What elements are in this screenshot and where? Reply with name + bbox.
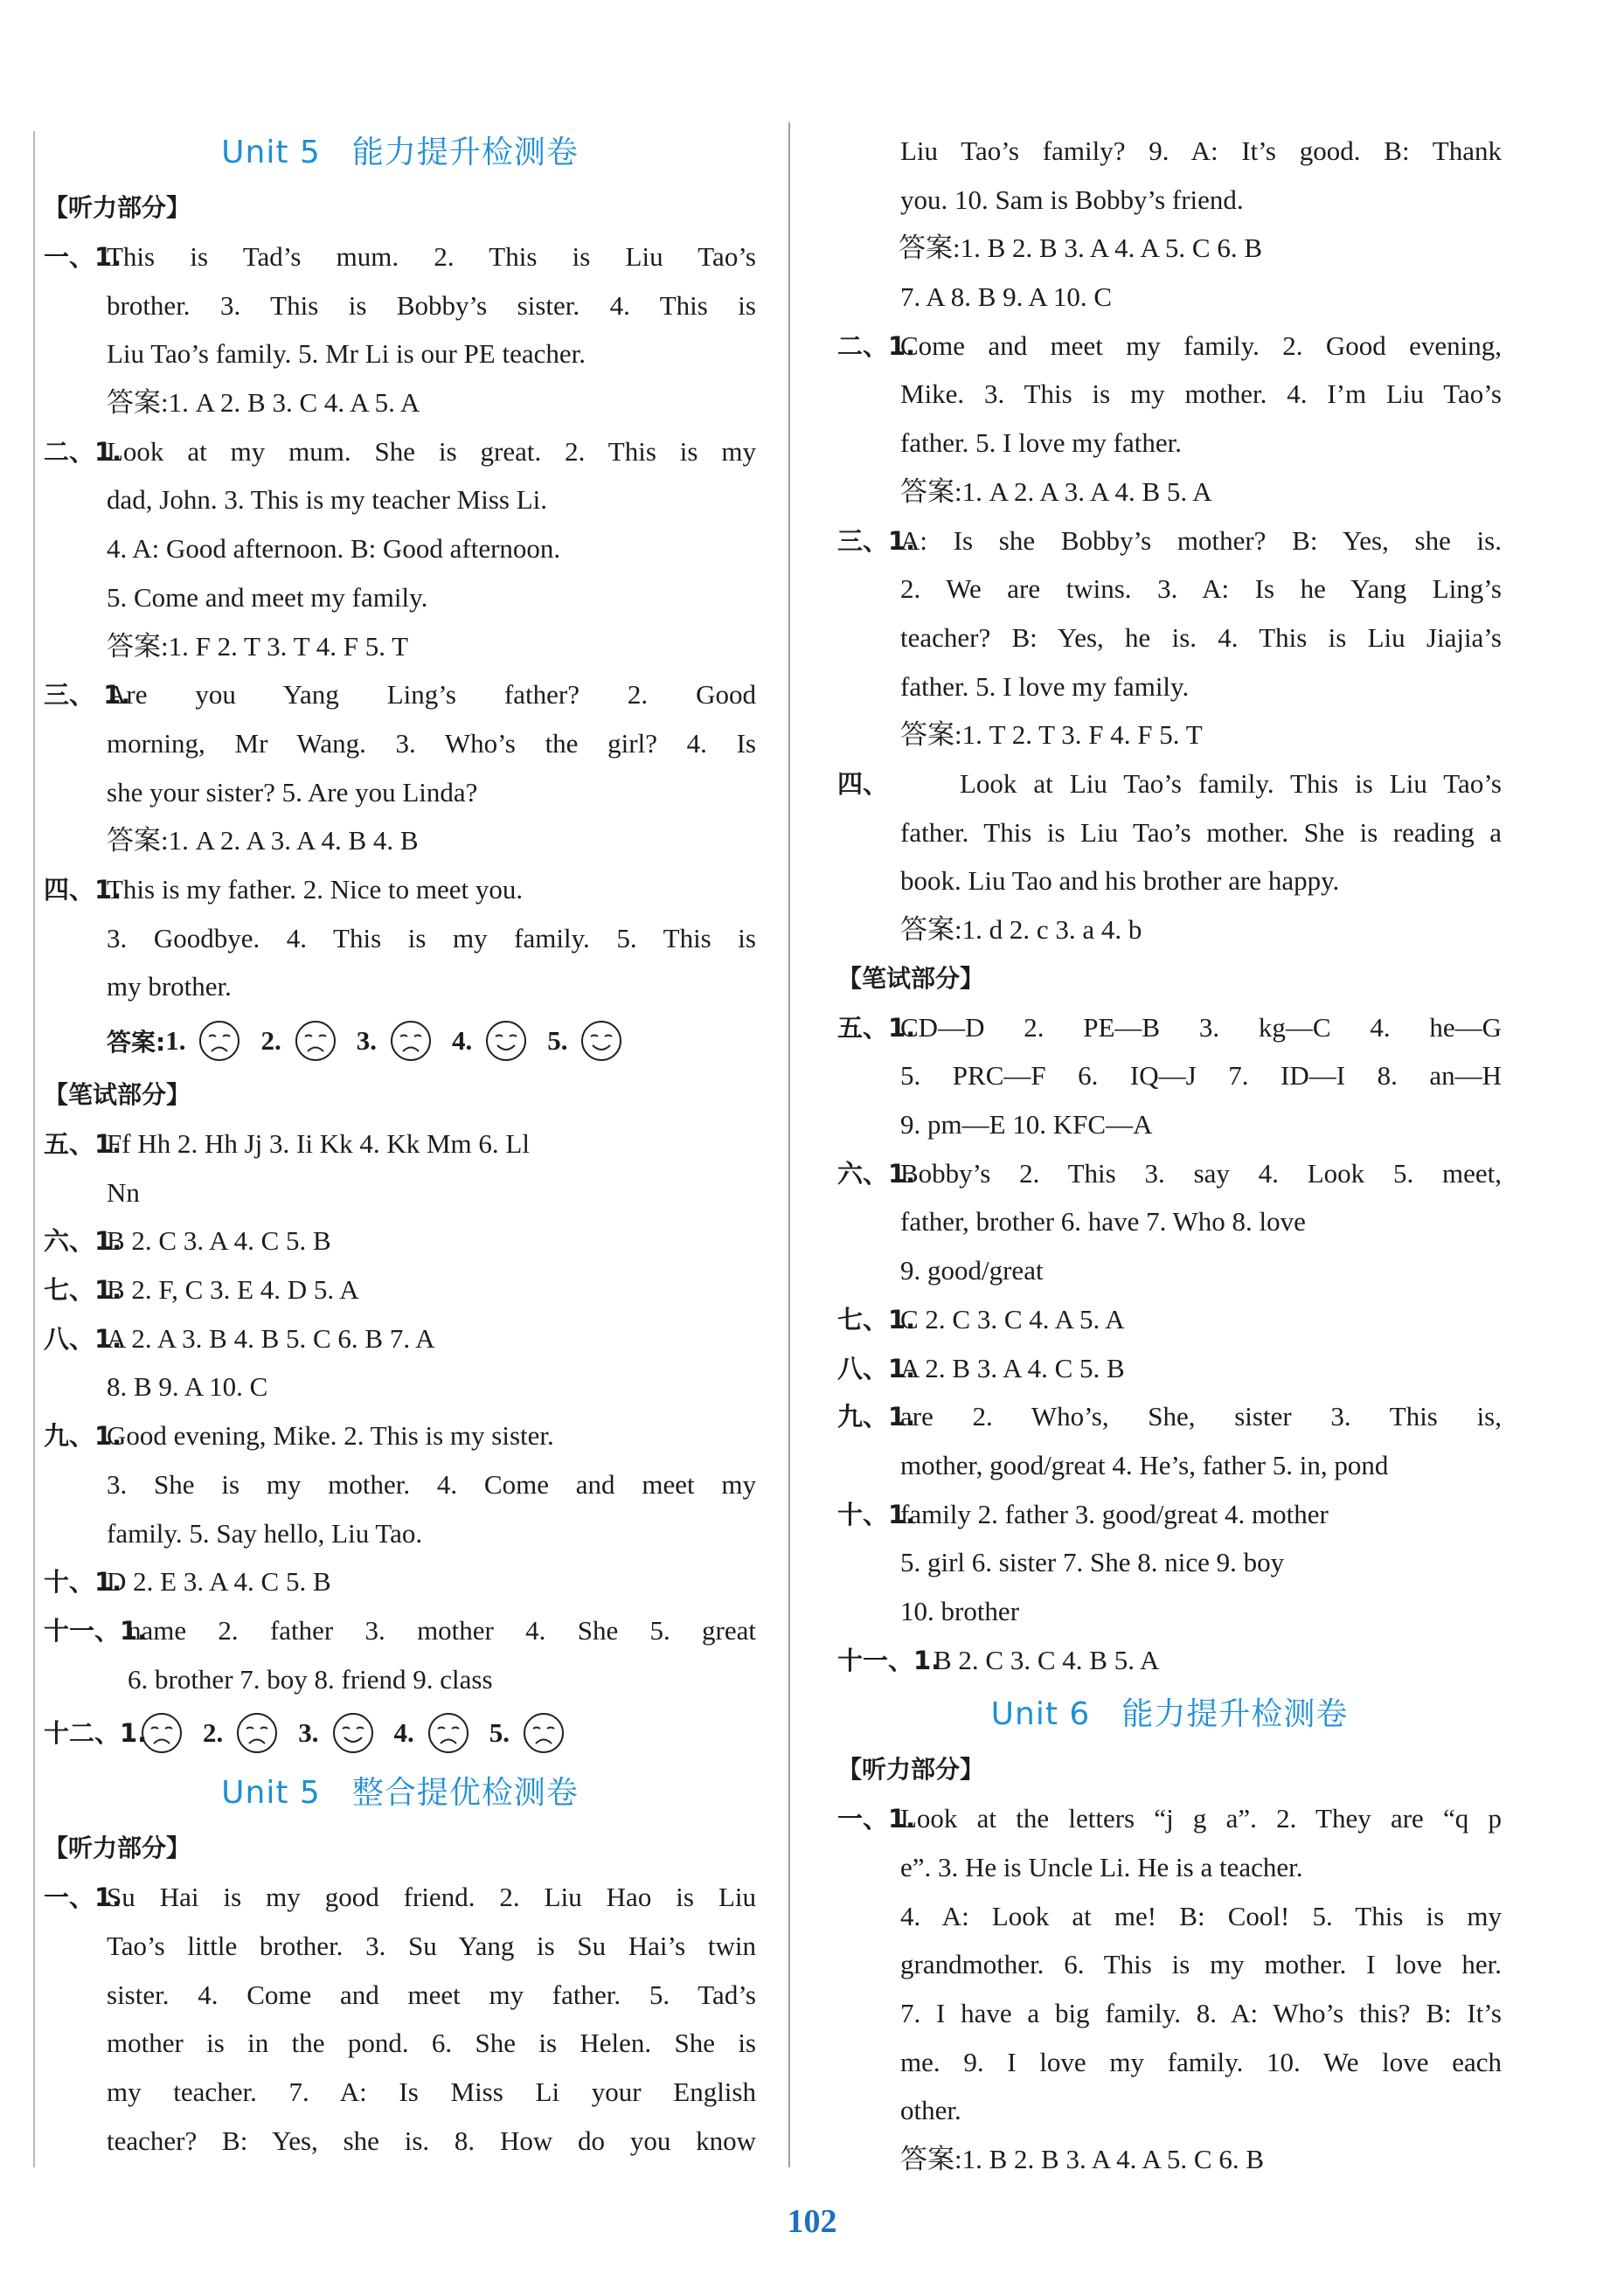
happy-face-icon bbox=[331, 1711, 375, 1755]
question-block bbox=[837, 1794, 1502, 2184]
text-line: Are you Yang Ling’s father? 2. Good bbox=[107, 679, 756, 711]
text-line: Su Hai is my good friend. 2. Liu Hao is Liu bbox=[107, 1882, 756, 1913]
question-block bbox=[44, 1314, 756, 1411]
text-line: father. 5. I love my family. bbox=[900, 670, 1190, 702]
text-line: Nn bbox=[107, 1176, 140, 1208]
question-block bbox=[44, 1120, 756, 1217]
text-line: A 2. A 3. B 4. B 5. C 6. B 7. A bbox=[107, 1322, 435, 1354]
question-number: 五、1. bbox=[44, 1129, 122, 1159]
question-number: 一、1. bbox=[837, 1804, 916, 1834]
text-line: D 2. E 3. A 4. C 5. B bbox=[107, 1566, 331, 1598]
text-line: family. 5. Say hello, Liu Tao. bbox=[107, 1517, 423, 1549]
item-number: 5. bbox=[547, 1025, 568, 1056]
part-label: 【听力部分】 bbox=[44, 193, 191, 222]
question-block bbox=[837, 322, 1502, 517]
answer-line: 答案:1. B 2. B 3. A 4. A 5. C 6. B bbox=[900, 2144, 1265, 2175]
text-line: B 2. C 3. C 4. B 5. A bbox=[933, 1644, 1160, 1675]
item-number: 2. bbox=[260, 1025, 281, 1056]
text-line: Ff Hh 2. Hh Jj 3. Ii Kk 4. Kk Mm 6. Ll bbox=[107, 1128, 530, 1159]
question-number: 十、1. bbox=[837, 1499, 916, 1529]
page-edge-line bbox=[33, 131, 35, 2167]
text-line: B 2. F, C 3. E 4. D 5. A bbox=[107, 1274, 359, 1306]
question-number: 八、1. bbox=[44, 1323, 122, 1354]
section-heading bbox=[44, 122, 756, 184]
text-line: father. 5. I love my father. bbox=[900, 427, 1182, 459]
page-number: 102 bbox=[787, 2203, 837, 2240]
text-line: A 2. B 3. A 4. C 5. B bbox=[900, 1352, 1125, 1383]
question-number: 九、1. bbox=[837, 1402, 916, 1432]
left-column bbox=[44, 122, 756, 2165]
text-line: grandmother. 6. This is my mother. I love her. bbox=[900, 1949, 1502, 1980]
text-line: Good evening, Mike. 2. This is my sister. bbox=[107, 1420, 554, 1452]
unit-label: Unit 5 bbox=[221, 135, 321, 170]
text-line: B 2. C 3. A 4. C 5. B bbox=[107, 1225, 331, 1257]
answer-line: 答案:1. A 2. B 3. C 4. A 5. A bbox=[107, 387, 420, 419]
text-line: teacher? B: Yes, he is. 4. This is Liu Jiajia’s bbox=[900, 621, 1502, 653]
text-line: 4. A: Look at me! B: Cool! 5. This is my bbox=[900, 1900, 1502, 1931]
text-line: book. Liu Tao and his brother are happy. bbox=[900, 865, 1340, 897]
text-line: 4. A: Good afternoon. B: Good afternoon. bbox=[107, 533, 561, 565]
face-answer-item bbox=[394, 1711, 470, 1755]
text-line: 2. We are twins. 3. A: Is he Yang Ling’s bbox=[900, 573, 1502, 605]
question-block bbox=[44, 1557, 756, 1606]
text-line: Bobby’s 2. This 3. say 4. Look 5. meet, bbox=[900, 1157, 1502, 1189]
question-block bbox=[44, 1606, 756, 1703]
question-number: 六、1. bbox=[837, 1158, 916, 1189]
question-block bbox=[44, 1703, 756, 1763]
face-answer-item bbox=[489, 1711, 566, 1755]
text-line: you. 10. Sam is Bobby’s friend. bbox=[900, 184, 1244, 215]
question-number: 六、1. bbox=[44, 1226, 122, 1257]
item-number: 1. bbox=[165, 1025, 186, 1056]
sad-face-icon bbox=[294, 1019, 337, 1063]
item-number: 4. bbox=[393, 1717, 414, 1749]
heading-title: 能力提升检测卷 bbox=[1121, 1696, 1349, 1733]
question-number: 五、1. bbox=[837, 1012, 916, 1043]
question-number: 二、1. bbox=[44, 436, 122, 467]
text-line: she your sister? 5. Are you Linda? bbox=[107, 776, 478, 808]
heading-title: 整合提优检测卷 bbox=[351, 1775, 579, 1812]
text-line: Come and meet my family. 2. Good evening, bbox=[900, 329, 1502, 361]
face-answer-item bbox=[298, 1711, 374, 1755]
right-column bbox=[837, 127, 1502, 2184]
answer-line: 答案:1. F 2. T 3. T 4. F 5. T bbox=[107, 630, 409, 662]
item-number: 3. bbox=[298, 1717, 319, 1749]
item-number: 4. bbox=[451, 1025, 473, 1056]
sad-face-icon bbox=[235, 1711, 279, 1755]
text-line: Liu Tao’s family? 9. A: It’s good. B: Thank bbox=[900, 135, 1502, 166]
text-line: 9. good/great bbox=[900, 1255, 1044, 1286]
text-line: father, brother 6. have 7. Who 8. love bbox=[900, 1206, 1306, 1238]
text-line: Look at the letters “j g a”. 2. They are “q p bbox=[900, 1803, 1502, 1834]
part-label: 【听力部分】 bbox=[837, 1755, 985, 1785]
text-line: 5. girl 6. sister 7. She 8. nice 9. boy bbox=[900, 1547, 1285, 1578]
section-heading bbox=[44, 1763, 756, 1824]
sad-face-icon bbox=[389, 1019, 433, 1063]
answer-line: 7. A 8. B 9. A 10. C bbox=[900, 281, 1113, 313]
question-number: 十一、1. bbox=[837, 1645, 941, 1675]
text-line: name 2. father 3. mother 4. She 5. great bbox=[128, 1614, 756, 1646]
text-line: my teacher. 7. A: Is Miss Li your English bbox=[107, 2076, 756, 2107]
question-number: 九、1. bbox=[44, 1421, 122, 1452]
text-line: CD—D 2. PE—B 3. kg—C 4. he—G bbox=[900, 1011, 1502, 1043]
text-line: are 2. Who’s, She, sister 3. This is, bbox=[900, 1401, 1502, 1432]
question-block bbox=[837, 1392, 1502, 1489]
text-line: mother, good/great 4. He’s, father 5. in, pond bbox=[900, 1449, 1389, 1480]
text-line: teacher? B: Yes, she is. 8. How do you know bbox=[107, 2125, 756, 2156]
question-number: 十、1. bbox=[44, 1567, 122, 1598]
question-number: 二、1. bbox=[837, 330, 916, 361]
sad-face-icon bbox=[522, 1711, 566, 1755]
question-number: 四、 bbox=[837, 768, 889, 799]
text-line: dad, John. 3. This is my teacher Miss Li. bbox=[107, 484, 547, 516]
face-answer-item bbox=[260, 1019, 337, 1063]
part-label: 【笔试部分】 bbox=[44, 1080, 191, 1109]
answer-line: 答案:1. d 2. c 3. a 4. b bbox=[900, 914, 1142, 945]
question-number: 十二、1. bbox=[44, 1718, 148, 1749]
text-line: Look at Liu Tao’s family. This is Liu Tao’s bbox=[960, 767, 1502, 799]
text-line: Look at my mum. She is great. 2. This is my bbox=[107, 435, 756, 467]
answer-faces bbox=[107, 1011, 756, 1071]
question-number: 三、 1. bbox=[44, 680, 131, 711]
happy-face-icon bbox=[580, 1019, 623, 1063]
text-line: e”. 3. He is Uncle Li. He is a teacher. bbox=[900, 1852, 1303, 1882]
text-line: 9. pm—E 10. KFC—A bbox=[900, 1109, 1153, 1140]
answer-line: 答案:1. B 2. B 3. A 4. A 5. C 6. B bbox=[899, 232, 1263, 264]
face-answer-item bbox=[547, 1019, 623, 1063]
text-line: 8. B 9. A 10. C bbox=[107, 1371, 268, 1403]
answer-label: 答案: bbox=[107, 1028, 166, 1057]
sad-face-icon bbox=[198, 1019, 241, 1063]
text-line: This is Tad’s mum. 2. This is Liu Tao’s bbox=[107, 241, 756, 272]
text-line: A: Is she Bobby’s mother? B: Yes, she is. bbox=[900, 524, 1502, 556]
question-block bbox=[837, 1149, 1502, 1295]
question-block bbox=[837, 1490, 1502, 1636]
face-answer-item bbox=[452, 1019, 528, 1063]
text-line: C 2. C 3. C 4. A 5. A bbox=[900, 1303, 1125, 1335]
question-number: 一、1. bbox=[44, 1882, 122, 1913]
text-line: mother is in the pond. 6. She is Helen. She is bbox=[107, 2028, 756, 2059]
question-block bbox=[44, 427, 756, 670]
question-block bbox=[837, 127, 1502, 322]
text-line: father. This is Liu Tao’s mother. She is reading a bbox=[900, 816, 1502, 848]
question-block bbox=[837, 1344, 1502, 1393]
text-line: my brother. bbox=[107, 971, 232, 1002]
answer-line: 答案:1. A 2. A 3. A 4. B 4. B bbox=[107, 825, 419, 856]
face-answer-item bbox=[165, 1019, 241, 1063]
question-block bbox=[44, 1265, 756, 1314]
happy-face-icon bbox=[484, 1019, 528, 1063]
question-number: 四、1. bbox=[44, 874, 122, 905]
question-number: 十一、1. bbox=[44, 1615, 148, 1646]
text-line: 6. brother 7. boy 8. friend 9. class bbox=[128, 1663, 493, 1695]
question-block bbox=[837, 1003, 1502, 1149]
answer-line: 答案:1. T 2. T 3. F 4. F 5. T bbox=[900, 719, 1203, 751]
text-line: 3. She is my mother. 4. Come and meet my bbox=[107, 1468, 756, 1500]
question-block bbox=[44, 1217, 756, 1265]
unit-label: Unit 5 bbox=[221, 1775, 321, 1812]
text-line: This is my father. 2. Nice to meet you. bbox=[107, 873, 524, 905]
text-line: sister. 4. Come and meet my father. 5. Tad’s bbox=[107, 1979, 756, 2010]
text-line: family 2. father 3. good/great 4. mother bbox=[900, 1498, 1329, 1529]
question-block bbox=[44, 670, 756, 865]
item-number: 5. bbox=[489, 1717, 510, 1749]
question-block bbox=[837, 759, 1502, 954]
text-line: 5. Come and meet my family. bbox=[107, 581, 428, 613]
question-number: 八、1. bbox=[837, 1353, 916, 1383]
text-line: 3. Goodbye. 4. This is my family. 5. This is bbox=[107, 922, 756, 953]
heading-title: 能力提升检测卷 bbox=[351, 135, 579, 170]
text-line: Liu Tao’s family. 5. Mr Li is our PE teacher. bbox=[107, 338, 586, 370]
item-number: 2. bbox=[203, 1717, 224, 1749]
question-number: 三、1. bbox=[837, 525, 916, 556]
question-block bbox=[44, 232, 756, 427]
text-line: Mike. 3. This is my mother. 4. I’m Liu Tao’s bbox=[900, 378, 1502, 410]
face-answer-item bbox=[357, 1019, 433, 1063]
face-answer-item bbox=[203, 1711, 279, 1755]
question-block bbox=[44, 865, 756, 1071]
text-line: morning, Mr Wang. 3. Who’s the girl? 4. Is bbox=[107, 727, 756, 759]
sad-face-icon bbox=[427, 1711, 470, 1755]
text-line: brother. 3. This is Bobby’s sister. 4. This is bbox=[107, 289, 756, 321]
text-line: other. bbox=[900, 2095, 961, 2126]
column-divider bbox=[788, 122, 790, 2167]
section-heading bbox=[837, 1684, 1502, 1745]
text-line: 10. brother bbox=[900, 1595, 1020, 1626]
text-line: 7. I have a big family. 8. A: Who’s this? B: It’s bbox=[900, 1998, 1502, 2029]
part-label: 【听力部分】 bbox=[44, 1834, 191, 1863]
question-block bbox=[837, 1636, 1502, 1685]
question-number: 一、1. bbox=[44, 242, 122, 272]
part-label: 【笔试部分】 bbox=[837, 963, 985, 993]
text-line: 5. PRC—F 6. IQ—J 7. ID—I 8. an—H bbox=[900, 1060, 1502, 1092]
text-line: me. 9. I love my family. 10. We love each bbox=[900, 2046, 1502, 2077]
text-line: Tao’s little brother. 3. Su Yang is Su Hai’s twin bbox=[107, 1930, 756, 1961]
question-block bbox=[837, 517, 1502, 759]
unit-label: Unit 6 bbox=[990, 1696, 1091, 1733]
question-block bbox=[44, 1873, 756, 2165]
answer-line: 答案:1. A 2. A 3. A 4. B 5. A bbox=[900, 475, 1212, 507]
question-block bbox=[837, 1295, 1502, 1344]
item-number: 3. bbox=[356, 1025, 377, 1056]
question-number: 七、1. bbox=[44, 1275, 122, 1306]
question-number: 七、1. bbox=[837, 1304, 916, 1335]
answer-faces bbox=[140, 1703, 756, 1763]
question-block bbox=[44, 1411, 756, 1557]
